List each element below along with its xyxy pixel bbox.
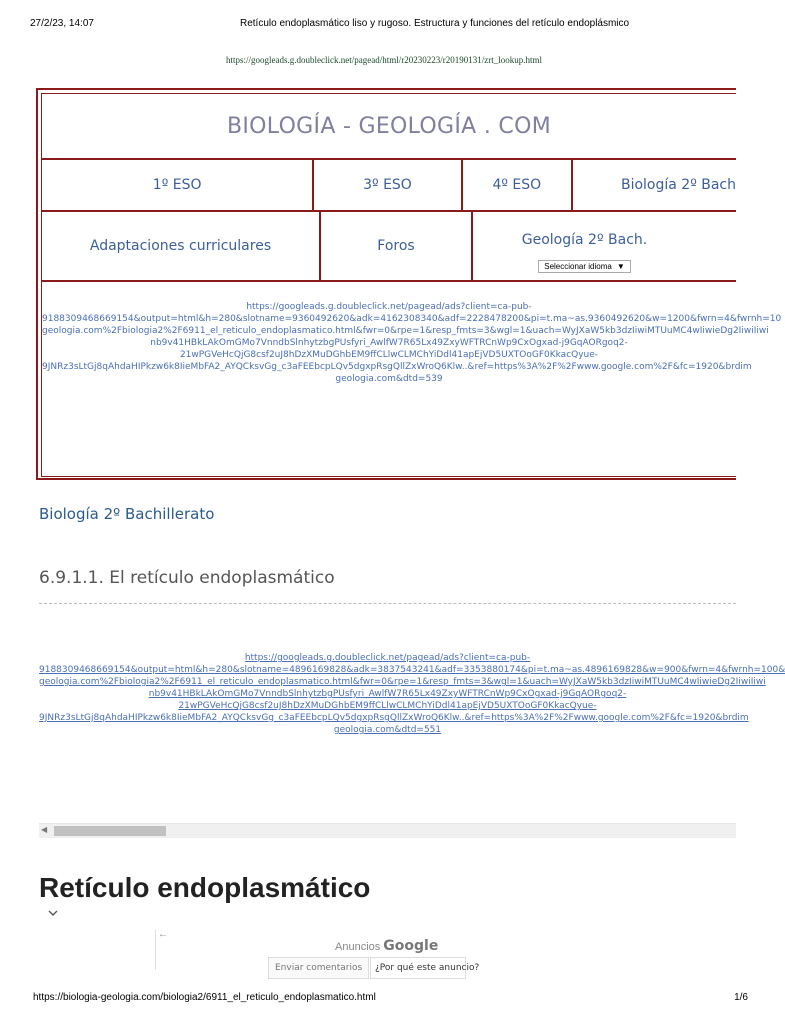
nav-item-adaptaciones[interactable]: Adaptaciones curriculares bbox=[41, 211, 320, 281]
google-ad-panel bbox=[39, 928, 736, 986]
nav-item-geologia-2-bach[interactable]: Geología 2º Bach. bbox=[521, 232, 648, 248]
nav-row-2 bbox=[41, 211, 736, 281]
ad-url-line[interactable]: geologia.com%2Fbiologia2%2F6911_el_reticulo_endoplasmatico.html&fwr=0&rpe=1&resp_fmts=3&wgl=1&uach=WyJXaW5kb3dzIiwiMTUuMC4wIiwieDg2IiwiIiwi bbox=[42, 326, 769, 336]
ad-frame-2 bbox=[39, 652, 785, 736]
nav-item-4-eso[interactable]: 4º ESO bbox=[462, 159, 572, 211]
divider bbox=[155, 930, 156, 970]
page-number: 1/6 bbox=[734, 992, 748, 1003]
ad-url-line[interactable]: geologia.com&dtd=539 bbox=[335, 374, 443, 384]
ads-by-google-label bbox=[335, 938, 438, 954]
ad-url-line[interactable]: 21wPGVeHcQjG8csf2uJ8hDzXMuDGhbEM9ffCLlwCLMChYiDdl41apEjVD5UXTOoGF0KkacQyue- bbox=[179, 350, 599, 360]
language-select[interactable] bbox=[538, 260, 631, 273]
site-title-box bbox=[41, 93, 736, 159]
print-date: 27/2/23, 14:07 bbox=[30, 18, 94, 29]
chevron-down-icon[interactable] bbox=[46, 906, 60, 920]
print-header bbox=[30, 18, 738, 32]
ad-url-line[interactable]: https://googleads.g.doubleclick.net/pagead/ads?client=ca-pub- bbox=[246, 302, 532, 312]
back-arrow-icon[interactable]: ← bbox=[158, 929, 168, 940]
scrollbar-thumb[interactable] bbox=[54, 826, 166, 836]
ad-url-line[interactable]: 9JNRz3sLtGj8qAhdaHIPkzw6k8IieMbFA2_AYQCksvGg_c3aFEEbcpLQv5dgxpRsgQllZxWroQ6Klw..&ref=https%3A%2F%2Fwww.google.com%2F&fc=1920&brdim bbox=[39, 713, 749, 723]
google-logo: Google bbox=[383, 938, 439, 954]
ad-url-line[interactable]: https://googleads.g.doubleclick.net/pagead/ads?client=ca-pub- bbox=[244, 653, 531, 663]
lookup-url[interactable]: https://googleads.g.doubleclick.net/pagead/html/r20230223/r20190131/zrt_lookup.html bbox=[226, 55, 542, 65]
print-title: Retículo endoplasmático liso y rugoso. Estructura y funciones del retículo endoplásmico bbox=[240, 18, 630, 29]
section-heading[interactable]: Biología 2º Bachillerato bbox=[39, 505, 215, 523]
nav-cell-geologia bbox=[472, 211, 736, 281]
ad-frame-1 bbox=[41, 281, 782, 477]
why-this-ad-button[interactable]: ¿Por qué este anuncio? bbox=[370, 957, 466, 979]
print-url: https://biologia-geologia.com/biologia2/6911_el_reticulo_endoplasmatico.html bbox=[33, 992, 376, 1003]
ad-url-line[interactable]: 9JNRz3sLtGj8qAhdaHIPkzw6k8IieMbFA2_AYQCksvGg_c3aFEEbcpLQv5dgxpRsgQllZxWroQ6Klw..&ref=https%3A%2F%2Fwww.google.com%2F&fc=1920&brdim bbox=[42, 362, 752, 372]
send-feedback-button[interactable]: Enviar comentarios bbox=[268, 957, 369, 979]
nav-item-1-eso[interactable]: 1º ESO bbox=[41, 159, 313, 211]
ad-url-line[interactable]: nb9v41HBkLAkOmGMo7VnndbSlnhytzbgPUsfyri_AwlfW7R65Lx49ZxyWFTRCnWp9CxOgxad-j9GqAORgoq2- bbox=[150, 338, 628, 348]
nav-row-1 bbox=[41, 159, 736, 211]
ads-label: Anuncios bbox=[335, 941, 381, 953]
page-title: Retículo endoplasmático bbox=[39, 872, 371, 903]
site-header-frame bbox=[36, 88, 782, 480]
nav-item-biologia-2-bach[interactable]: Biología 2º Bach bbox=[572, 159, 736, 211]
nav-item-foros[interactable]: Foros bbox=[320, 211, 472, 281]
nav-item-3-eso[interactable]: 3º ESO bbox=[313, 159, 461, 211]
sub-heading: 6.9.1.1. El retículo endoplasmático bbox=[39, 568, 335, 588]
ad-url-line[interactable]: 9188309468669154&output=html&h=280&slotname=9360492620&adk=4162308340&adf=2228478200&pi=t.ma~as.9360492620&w=1200&fwrn=4&fwrnh=10 bbox=[42, 314, 782, 324]
horizontal-scrollbar[interactable] bbox=[39, 823, 736, 838]
ad-url-line[interactable]: nb9v41HBkLAkOmGMo7VnndbSlnhytzbgPUsfyri_AwlfW7R65Lx49ZxyWFTRCnWp9CxOgxad-j9GqAORgoq2- bbox=[148, 689, 627, 699]
site-title[interactable]: BIOLOGÍA - GEOLOGÍA . COM bbox=[227, 113, 551, 139]
ad-url-line[interactable]: geologia.com&dtd=551 bbox=[333, 725, 442, 735]
divider bbox=[39, 603, 736, 604]
language-select-label: Seleccionar idioma bbox=[544, 262, 612, 271]
chevron-down-icon: ▼ bbox=[616, 262, 625, 271]
scroll-left-icon[interactable]: ◀ bbox=[41, 825, 48, 834]
ad-url-line[interactable]: 21wPGVeHcQjG8csf2uJ8hDzXMuDGhbEM9ffCLlwCLMChYiDdl41apEjVD5UXTOoGF0KkacQyue- bbox=[178, 701, 597, 711]
ad-url-line[interactable]: 9188309468669154&output=html&h=280&slotname=4896169828&adk=3837543241&adf=3353880174&pi=t.ma~as.4896169828&w=900&fwrn=4&fwrnh=100& bbox=[39, 665, 785, 675]
ad-url-line[interactable]: geologia.com%2Fbiologia2%2F6911_el_reticulo_endoplasmatico.html&fwr=0&rpe=1&resp_fmts=3&wgl=1&uach=WyJXaW5kb3dzIiwiMTUuMC4wIiwieDg2IiwiIiwi bbox=[39, 677, 766, 687]
